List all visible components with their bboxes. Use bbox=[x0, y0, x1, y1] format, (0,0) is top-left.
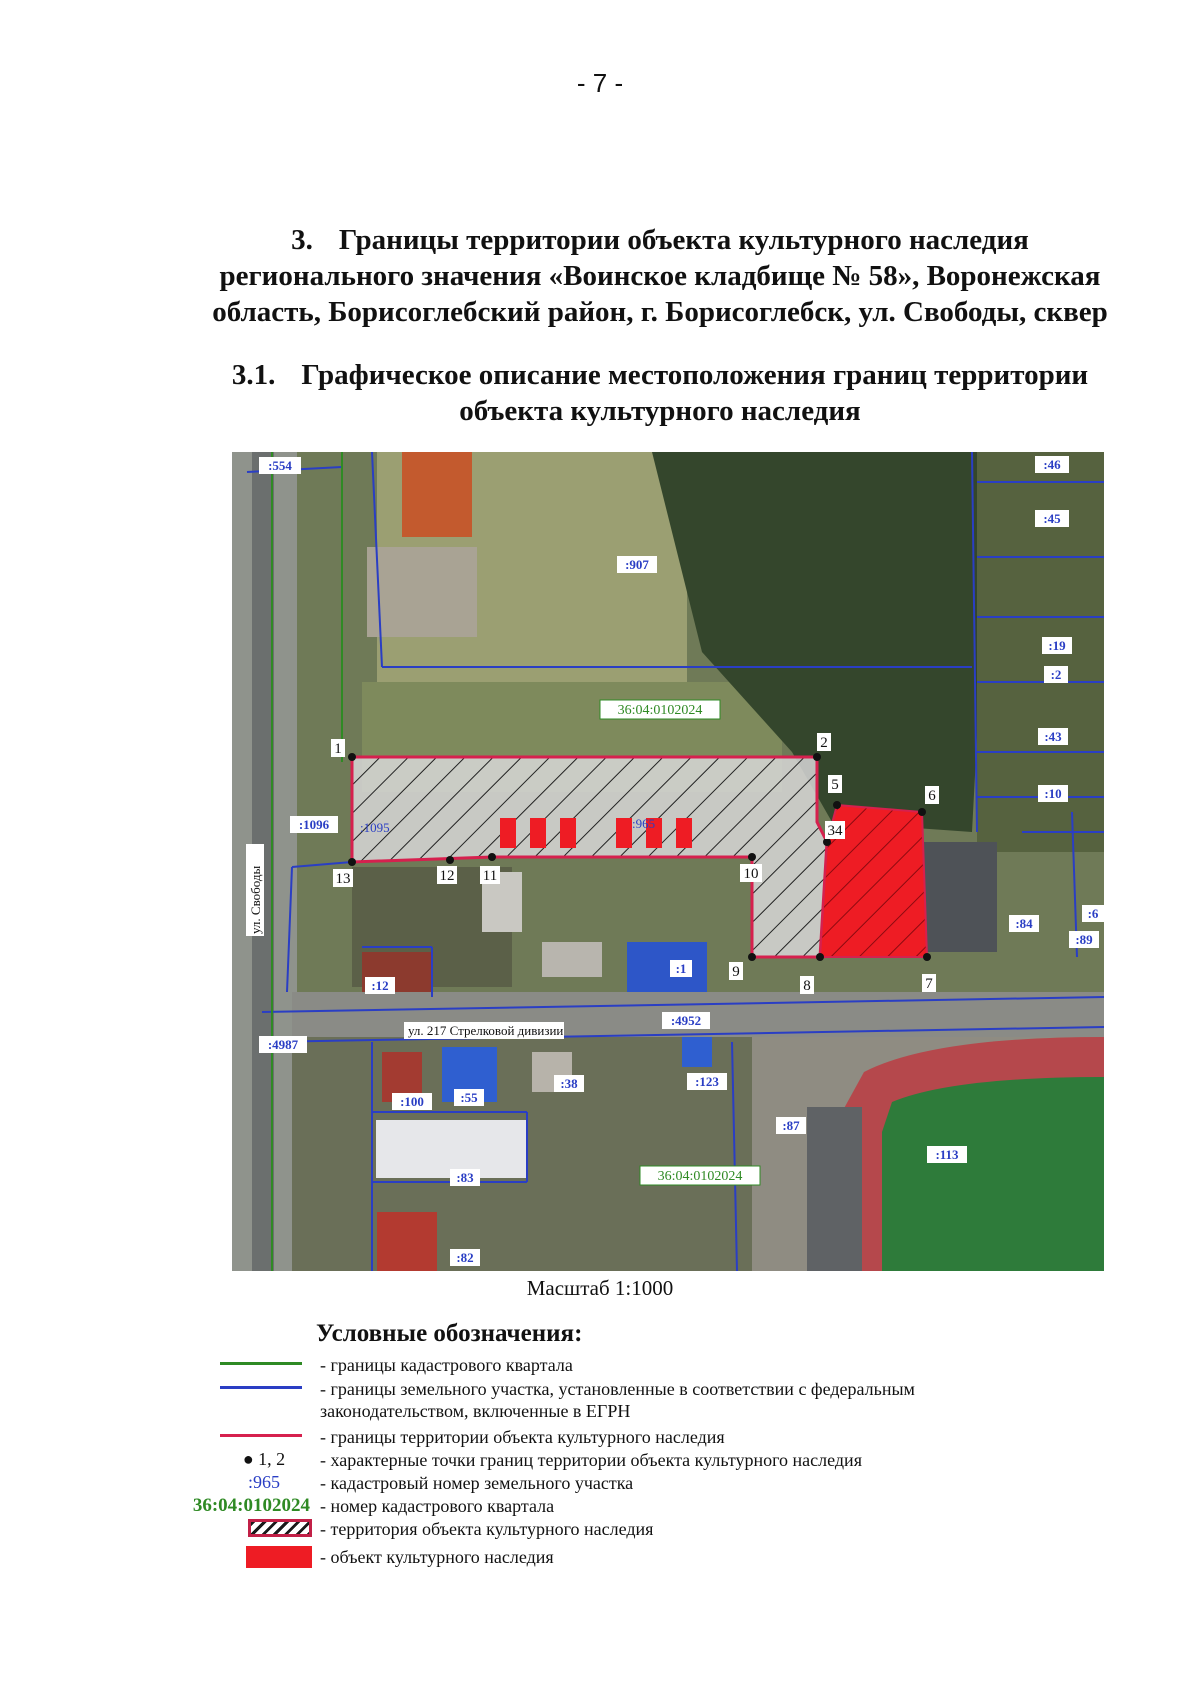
legend-item bbox=[200, 1354, 1100, 1378]
house bbox=[542, 942, 602, 977]
red-fill-symbol bbox=[246, 1546, 312, 1568]
parcel-label-inside: :965 bbox=[632, 816, 656, 831]
heritage-object bbox=[560, 818, 576, 848]
legend-title: Условные обозначения: bbox=[316, 1320, 583, 1347]
parcel-label: :1096 bbox=[298, 817, 330, 832]
parcel-label: :89 bbox=[1075, 932, 1093, 947]
section-number: 3. bbox=[291, 224, 313, 256]
points-symbol: ● 1, 2 bbox=[242, 1449, 286, 1469]
point-label: 6 bbox=[928, 788, 936, 804]
football-field bbox=[882, 1077, 1104, 1271]
parcel-label: :10 bbox=[1044, 786, 1062, 801]
legend-text: - границы земельного участка, установленные в соответствии с федеральным законодательством, включенные в ЕГРН bbox=[320, 1379, 915, 1421]
cadastral-number-symbol: :965 bbox=[247, 1472, 280, 1492]
parcel-label: :100 bbox=[400, 1094, 424, 1109]
point-label: 34 bbox=[827, 823, 843, 839]
quarter-number-symbol: 36:04:0102024 bbox=[192, 1495, 310, 1516]
parcel-label: :2 bbox=[1050, 667, 1062, 682]
parcel-label: :38 bbox=[560, 1076, 578, 1091]
boundary-point bbox=[748, 953, 756, 961]
map-svg bbox=[232, 452, 1104, 1271]
parcel-label-inside: :1095 bbox=[360, 820, 390, 835]
house bbox=[682, 1037, 712, 1067]
legend-symbol bbox=[220, 1426, 308, 1448]
parcel-label: :4952 bbox=[670, 1013, 702, 1028]
boundary-point bbox=[918, 808, 926, 816]
parcel-label: :123 bbox=[695, 1074, 719, 1089]
map-scale: Масштаб 1:1000 bbox=[526, 1276, 674, 1300]
heritage-object bbox=[616, 818, 632, 848]
point-label: 10 bbox=[743, 866, 759, 882]
legend-text: - кадастровый номер земельного участка bbox=[320, 1473, 634, 1493]
legend-symbol bbox=[220, 1378, 308, 1400]
subsection-title bbox=[200, 357, 1120, 429]
hatch-symbol bbox=[248, 1519, 312, 1537]
legend-text: - номер кадастрового квартала bbox=[320, 1496, 555, 1516]
parcel-label: :46 bbox=[1043, 457, 1061, 472]
point-label: 5 bbox=[831, 777, 839, 793]
legend-symbol bbox=[220, 1518, 308, 1540]
legend-item bbox=[192, 1495, 1100, 1519]
point-label: 1 bbox=[334, 741, 342, 757]
boundary-point bbox=[488, 853, 496, 861]
legend-symbol bbox=[220, 1354, 308, 1376]
parcel-label: :19 bbox=[1048, 638, 1066, 653]
legend-item bbox=[200, 1546, 1100, 1570]
boundary-point bbox=[923, 953, 931, 961]
page-number: - 7 - bbox=[576, 68, 624, 98]
boundary-point bbox=[348, 858, 356, 866]
legend-item bbox=[200, 1426, 1100, 1450]
parcel-label: :554 bbox=[268, 458, 292, 473]
parcel-label: :4987 bbox=[267, 1037, 299, 1052]
blue-line-symbol bbox=[220, 1386, 302, 1389]
parcel-label: :83 bbox=[456, 1170, 474, 1185]
legend-text: - границы кадастрового квартала bbox=[320, 1355, 573, 1375]
quarter-label: 36:04:0102024 bbox=[617, 703, 703, 718]
legend-text: - объект культурного наследия bbox=[320, 1547, 554, 1567]
boundary-point bbox=[748, 853, 756, 861]
legend-item bbox=[200, 1378, 1100, 1421]
quarter-label: 36:04:0102024 bbox=[657, 1169, 743, 1184]
parcel-label: :55 bbox=[460, 1090, 478, 1105]
house bbox=[377, 1212, 437, 1271]
red-line-symbol bbox=[220, 1434, 302, 1437]
stadium-building bbox=[807, 1107, 862, 1271]
building-yard bbox=[367, 547, 477, 637]
point-label: 2 bbox=[820, 735, 828, 751]
point-label: 7 bbox=[925, 976, 933, 992]
boundary-point bbox=[348, 753, 356, 761]
boundary-point bbox=[823, 838, 831, 846]
legend-text: - характерные точки границ территории объекта культурного наследия bbox=[320, 1450, 862, 1470]
parcel-label: :87 bbox=[782, 1118, 800, 1133]
heritage-object bbox=[530, 818, 546, 848]
parcel-label: :6 bbox=[1087, 906, 1099, 921]
subsection-number: 3.1. bbox=[231, 359, 276, 391]
parcel-label: :12 bbox=[371, 978, 389, 993]
boundary-point bbox=[833, 801, 841, 809]
boundary-point bbox=[446, 856, 454, 864]
parcel-label: :113 bbox=[935, 1147, 959, 1162]
point-label: 13 bbox=[335, 871, 351, 887]
parcel-label: :907 bbox=[625, 557, 649, 572]
point-label: 8 bbox=[803, 978, 811, 994]
cadastral-map bbox=[232, 452, 1104, 1271]
boundary-point bbox=[816, 953, 824, 961]
parcel-label: :84 bbox=[1015, 916, 1033, 931]
heritage-object bbox=[500, 818, 516, 848]
point-label: 11 bbox=[482, 868, 498, 884]
legend-text: - территория объекта культурного наследия bbox=[320, 1519, 654, 1539]
point-label: 12 bbox=[439, 868, 455, 884]
legend-text: - границы территории объекта культурного наследия bbox=[320, 1427, 725, 1447]
parcel-label: :1 bbox=[675, 961, 687, 976]
legend-symbol bbox=[220, 1546, 308, 1568]
legend-item bbox=[200, 1449, 1100, 1473]
parcel-label: :82 bbox=[456, 1250, 474, 1265]
house bbox=[627, 942, 707, 992]
section-title bbox=[200, 222, 1120, 330]
heritage-object bbox=[676, 818, 692, 848]
parcel-label: :45 bbox=[1043, 511, 1061, 526]
legend-item bbox=[200, 1518, 1100, 1542]
point-label: 9 bbox=[732, 964, 740, 980]
legend-item bbox=[200, 1472, 1100, 1496]
street-label: ул. 217 Стрелковой дивизии bbox=[408, 1023, 564, 1038]
parcel-label: :43 bbox=[1044, 729, 1062, 744]
subsection-title-text: Графическое описание местоположения границ территории объекта культурного наследия bbox=[301, 359, 1089, 427]
building-roof bbox=[402, 452, 472, 537]
street-label: ул. Свободы bbox=[248, 865, 263, 934]
building bbox=[922, 842, 997, 952]
boundary-point bbox=[813, 753, 821, 761]
green-line-symbol bbox=[220, 1362, 302, 1365]
section-title-text: Границы территории объекта культурного наследия регионального значения «Воинское кладбище № 58», Воронежская область, Борисоглебский район, г. Борисоглебск, ул. Свободы, сквер bbox=[212, 224, 1108, 328]
